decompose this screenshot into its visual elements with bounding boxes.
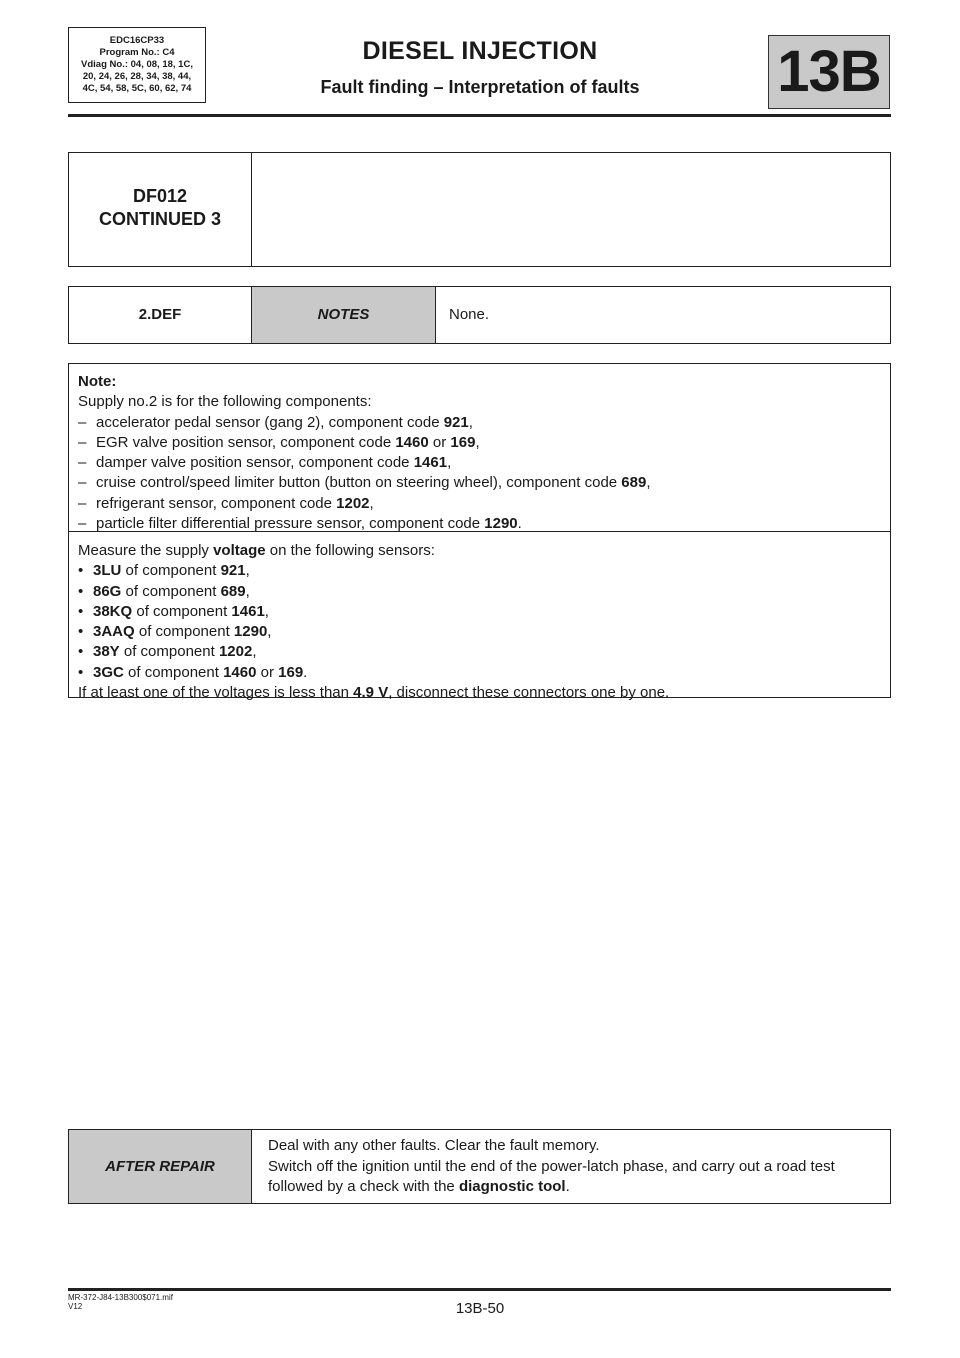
bullet-marker: •	[78, 623, 84, 641]
separator: or	[256, 663, 279, 681]
component-desc: particle filter differential pressure sensor, component code	[96, 515, 485, 533]
component-code: 1460	[395, 433, 429, 451]
punctuation: ,	[468, 413, 473, 431]
punctuation: ,	[369, 494, 374, 512]
pin-code: 86G	[93, 582, 122, 600]
dash-marker: –	[78, 494, 87, 512]
pin-code: 38Y	[93, 643, 120, 661]
component-code: 1461	[231, 602, 265, 620]
emphasis: diagnostic tool	[458, 1178, 566, 1195]
after-repair-line	[268, 1177, 835, 1198]
ecu-line: Program No.: C4	[99, 47, 175, 58]
punctuation: .	[303, 663, 308, 681]
sensor-list-item	[78, 642, 890, 662]
text-span: If at least one of the voltages is less than	[78, 684, 354, 702]
sensor-list-item	[78, 622, 890, 642]
fault-code-box	[68, 152, 891, 267]
component-desc: refrigerant sensor, component code	[96, 494, 337, 512]
notes-label: NOTES	[252, 287, 436, 343]
component-list-item	[78, 473, 890, 493]
fault-code-cell	[69, 153, 252, 266]
component-list-item	[78, 453, 890, 473]
fault-status-code: 2.DEF	[69, 287, 252, 343]
dash-marker: –	[78, 413, 87, 431]
sensor-list-item	[78, 602, 890, 622]
ecu-line: 20, 24, 26, 28, 34, 38, 44,	[82, 71, 192, 82]
component-code: 921	[443, 413, 469, 431]
ecu-info-box	[68, 27, 206, 103]
text-span: of component	[132, 602, 232, 620]
footer-divider	[68, 1288, 891, 1291]
after-repair-line: Switch off the ignition until the end of the power-latch phase, and carry out a road test	[268, 1157, 835, 1175]
measure-conclusion	[78, 683, 890, 703]
text-span: .	[565, 1178, 570, 1195]
component-code: 921	[220, 562, 246, 580]
punctuation: .	[517, 515, 522, 533]
ecu-line: EDC16CP33	[109, 35, 165, 46]
punctuation: ,	[646, 474, 651, 492]
component-list-item	[78, 433, 890, 453]
dash-marker: –	[78, 474, 87, 492]
component-code: 1461	[413, 454, 448, 472]
page-number: 13B-50	[455, 1300, 505, 1317]
footer-reference	[68, 1293, 173, 1311]
separator: or	[428, 433, 451, 451]
pin-code: 3GC	[93, 663, 124, 681]
after-repair-text	[268, 1136, 835, 1198]
fault-continued: CONTINUED 3	[98, 209, 221, 229]
text-span: Measure the supply	[78, 542, 214, 559]
punctuation: ,	[245, 562, 250, 580]
component-list-item	[78, 413, 890, 433]
measure-section	[69, 532, 890, 702]
sensor-list-item	[78, 663, 890, 683]
text-span: , disconnect these connectors one by one.	[388, 684, 670, 702]
dash-marker: –	[78, 433, 87, 451]
ecu-line: Vdiag No.: 04, 08, 18, 1C,	[81, 59, 193, 70]
note-section	[69, 364, 890, 532]
punctuation: ,	[267, 623, 272, 641]
component-desc: damper valve position sensor, component code	[96, 454, 414, 472]
bullet-marker: •	[78, 663, 84, 681]
pin-code: 38KQ	[93, 602, 133, 620]
notes-row	[68, 286, 891, 344]
bullet-marker: •	[78, 562, 84, 580]
notes-text: None.	[449, 306, 490, 323]
sensor-list-item	[78, 561, 890, 581]
component-code: 1290	[233, 623, 268, 641]
header-divider	[68, 114, 891, 117]
text-span: followed by a check with the	[268, 1178, 459, 1195]
bullet-marker: •	[78, 602, 84, 620]
component-code: 1290	[484, 515, 518, 533]
component-code-alt: 169	[450, 433, 476, 451]
dash-marker: –	[78, 515, 87, 533]
after-repair-box	[68, 1129, 891, 1204]
dash-marker: –	[78, 454, 87, 472]
text-span: of component	[121, 582, 221, 600]
component-code: 1202	[336, 494, 370, 512]
sensor-list-item	[78, 582, 890, 602]
pin-code: 3AAQ	[93, 623, 135, 641]
ecu-line: 4C, 54, 58, 5C, 60, 62, 74	[82, 83, 192, 94]
note-intro: Supply no.2 is for the following components:	[78, 393, 372, 411]
document-ref: MR-372-J84-13B300$071.mif	[68, 1293, 173, 1302]
punctuation: ,	[264, 602, 269, 620]
component-code: 689	[621, 474, 647, 492]
component-desc: EGR valve position sensor, component code	[96, 433, 396, 451]
component-desc: cruise control/speed limiter button (button on steering wheel), component code	[96, 474, 622, 492]
component-code: 689	[220, 582, 246, 600]
pin-code: 3LU	[93, 562, 122, 580]
component-list-item	[78, 494, 890, 514]
note-heading: Note:	[78, 373, 117, 390]
component-code: 1460	[223, 663, 257, 681]
text-span: on the following sensors:	[265, 542, 435, 559]
punctuation: ,	[252, 643, 257, 661]
section-badge: 13B	[768, 35, 890, 109]
text-span: of component	[123, 663, 224, 681]
component-code: 1202	[218, 643, 253, 661]
punctuation: ,	[245, 582, 250, 600]
bullet-marker: •	[78, 643, 84, 661]
after-repair-line: Deal with any other faults. Clear the fault memory.	[268, 1137, 600, 1154]
text-span: of component	[121, 562, 221, 580]
voltage-threshold: 4.9 V	[353, 684, 389, 702]
text-span: of component	[134, 623, 234, 641]
component-code-alt: 169	[278, 663, 304, 681]
fault-code: DF012	[132, 186, 188, 206]
bullet-marker: •	[78, 582, 84, 600]
page-title: DIESEL INJECTION	[362, 37, 598, 65]
component-desc: accelerator pedal sensor (gang 2), component code	[96, 413, 444, 431]
text-span: of component	[119, 643, 219, 661]
page-subtitle: Fault finding – Interpretation of faults	[320, 77, 640, 97]
measure-intro	[78, 541, 890, 561]
procedure-box	[68, 363, 891, 702]
emphasis: voltage	[213, 542, 266, 559]
document-version: V12	[68, 1302, 83, 1311]
punctuation: ,	[447, 454, 452, 472]
punctuation: ,	[475, 433, 480, 451]
after-repair-label: AFTER REPAIR	[69, 1130, 252, 1203]
